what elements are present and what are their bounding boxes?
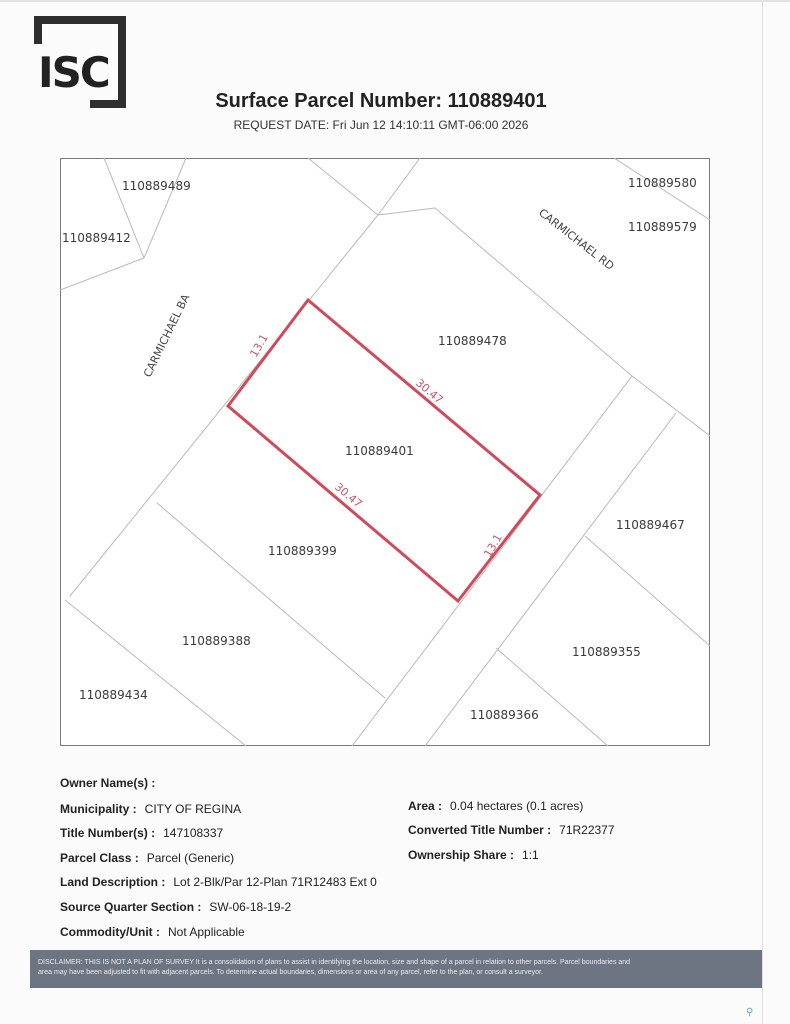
ownership-share-row bbox=[408, 848, 539, 862]
parcel-label-110889366: 110889366 bbox=[470, 708, 539, 722]
disclaimer-banner bbox=[30, 950, 762, 988]
dimension-bottom-long: 30.47 bbox=[332, 480, 365, 511]
source-quarter-row bbox=[60, 900, 291, 914]
parcel-label-110889401: 110889401 bbox=[345, 444, 414, 458]
area-row bbox=[408, 799, 583, 813]
request-date: REQUEST DATE: Fri Jun 12 14:10:11 GMT-06:00 2026 bbox=[233, 118, 529, 132]
converted-title-value: 71R22377 bbox=[559, 823, 615, 837]
commodity-value: Not Applicable bbox=[168, 925, 245, 939]
source-quarter-label: Source Quarter Section : bbox=[60, 900, 202, 914]
parcel-map-svg bbox=[60, 158, 710, 746]
street-label-carmichael-ba: CARMICHAEL BA bbox=[141, 292, 193, 380]
parcel-label-110889412: 110889412 bbox=[62, 231, 131, 245]
owner-row bbox=[60, 776, 163, 790]
owner-label: Owner Name(s) : bbox=[60, 776, 156, 790]
ownership-share-value: 1:1 bbox=[522, 848, 539, 862]
dimension-top-long: 30.47 bbox=[413, 376, 446, 407]
dimension-right-short: 13.1 bbox=[481, 531, 505, 560]
disclaimer-line-2: area may have been adjusted to fit with adjacent parcels. To determine actual boundaries, dimensions or area of any parcel, refer to the plan, or consult a surveyor. bbox=[38, 969, 543, 976]
parcel-label-110889467: 110889467 bbox=[616, 518, 685, 532]
parcel-map bbox=[60, 158, 710, 746]
title-number-row bbox=[60, 826, 223, 840]
parcel-class-value: Parcel (Generic) bbox=[146, 851, 235, 865]
parcel-label-110889579: 110889579 bbox=[628, 220, 697, 234]
area-label: Area : bbox=[408, 799, 443, 813]
title-number-value: 147108337 bbox=[163, 826, 224, 840]
converted-title-label: Converted Title Number : bbox=[408, 823, 552, 837]
page-right-edge bbox=[762, 0, 763, 1024]
dimension-top-short: 13.1 bbox=[247, 331, 271, 360]
land-description-label: Land Description : bbox=[60, 875, 166, 889]
parcel-label-110889355: 110889355 bbox=[572, 645, 641, 659]
page-title: Surface Parcel Number: 110889401 bbox=[215, 90, 547, 112]
page-top-edge bbox=[0, 0, 790, 2]
parcel-label-110889388: 110889388 bbox=[182, 634, 251, 648]
municipality-value: CITY OF REGINA bbox=[144, 802, 242, 816]
parcel-label-110889399: 110889399 bbox=[268, 544, 337, 558]
location-pin-icon: ⚲ bbox=[746, 1007, 754, 1018]
converted-title-row bbox=[408, 823, 615, 837]
parcel-label-110889489: 110889489 bbox=[122, 179, 191, 193]
land-description-row bbox=[60, 875, 377, 889]
commodity-label: Commodity/Unit : bbox=[60, 925, 160, 939]
commodity-row bbox=[60, 925, 245, 939]
land-description-value: Lot 2-Blk/Par 12-Plan 71R12483 Ext 0 bbox=[173, 875, 377, 889]
logo-text: ISC bbox=[38, 48, 109, 97]
parcel-label-110889478: 110889478 bbox=[438, 334, 507, 348]
source-quarter-value: SW-06-18-19-2 bbox=[209, 900, 292, 914]
municipality-label: Municipality : bbox=[60, 802, 137, 816]
area-value: 0.04 hectares (0.1 acres) bbox=[450, 799, 584, 813]
parcel-class-label: Parcel Class : bbox=[60, 851, 139, 865]
logo-frame-left bbox=[34, 16, 42, 44]
disclaimer-line-1: DISCLAIMER: THIS IS NOT A PLAN OF SURVEY It is a consolidation of plans to assist in identifying the location, size and shape of a parcel in relation to other parcels. Parcel boundaries and bbox=[38, 959, 631, 966]
street-label-carmichael-rd: CARMICHAEL RD bbox=[536, 206, 617, 273]
parcel-info bbox=[60, 770, 740, 945]
parcel-label-110889434: 110889434 bbox=[79, 688, 148, 702]
ownership-share-label: Ownership Share : bbox=[408, 848, 515, 862]
parcel-label-110889580: 110889580 bbox=[628, 176, 697, 190]
municipality-row bbox=[60, 802, 241, 816]
title-number-label: Title Number(s) : bbox=[60, 826, 156, 840]
parcel-class-row bbox=[60, 851, 234, 865]
